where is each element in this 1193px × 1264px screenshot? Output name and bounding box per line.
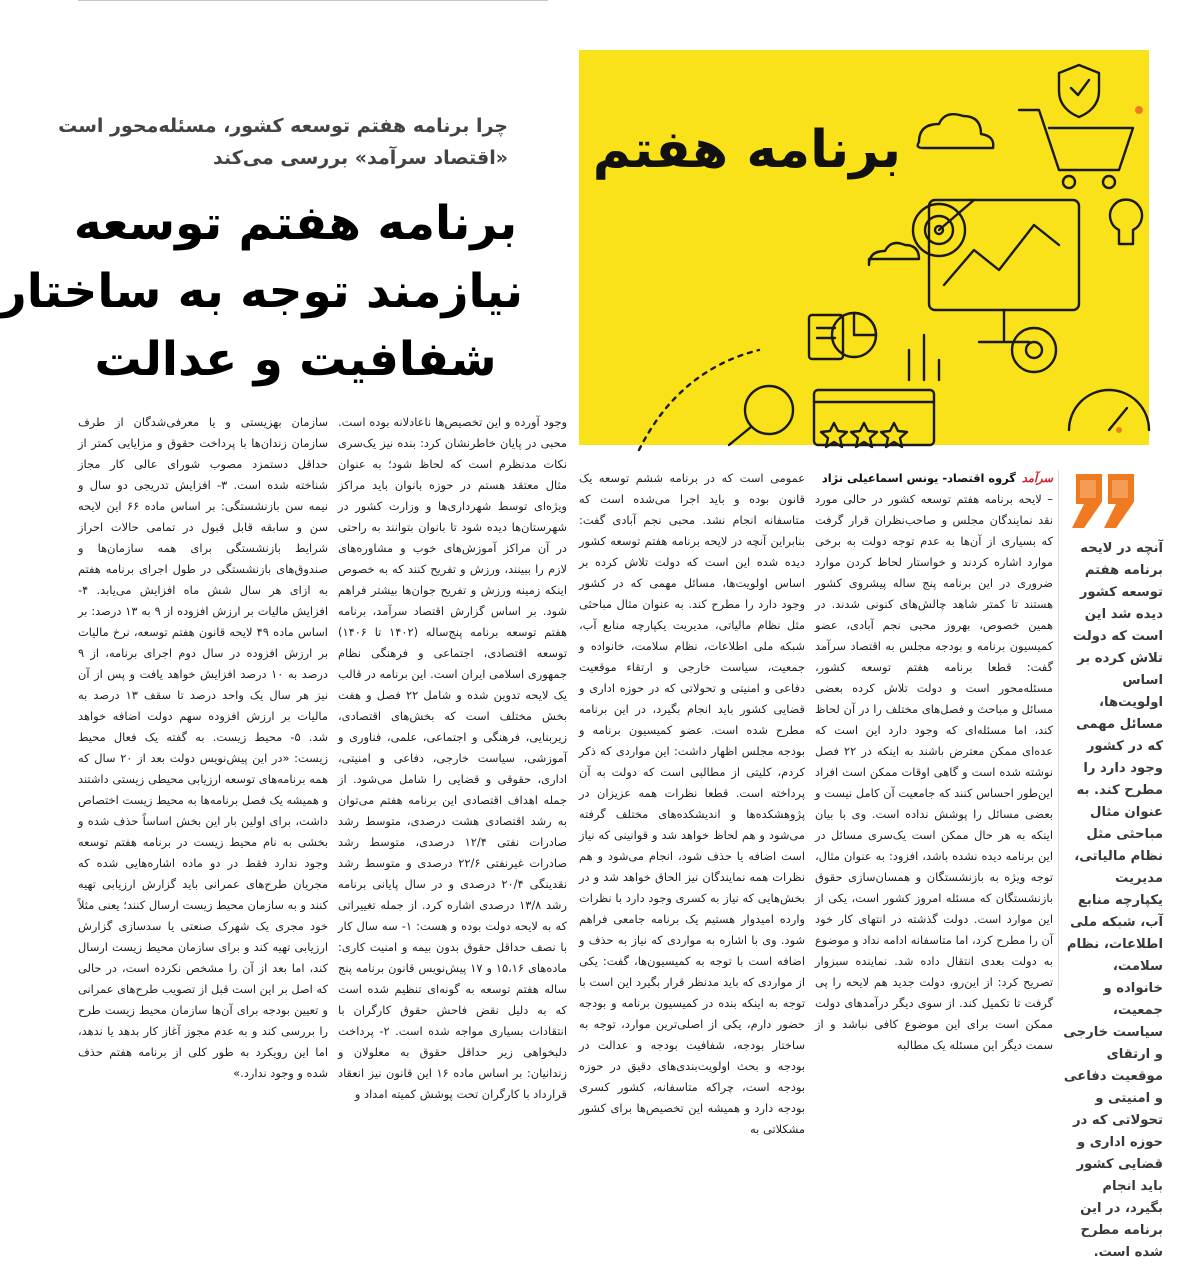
star-icon	[821, 423, 847, 447]
cart-icon	[1019, 110, 1133, 170]
cloud-icon-2	[869, 243, 919, 265]
kicker-line-2: «اقتصاد سرآمد» بررسی می‌کند	[212, 147, 508, 169]
sidebar-pull-quote: آنچه در لایحه برنامه هفتم توسعه کشور دیده شد این است که دولت تلاش کرده بر اساس اولویت‌ها، مسائل مهمی که در کشور وجود دارد را مطرح کند. به عنوان مثال مباحثی مثل نظام مالیاتی، مدیریت یکپارچه منابع آب، شبکه ملی اطلاعات، نظام سلامت، خانواده و جمعیت، سیاست خارجی و ارتقای موقعیت دفاعی و امنیتی و تحولاتی که در حوزه اداری و قضایی کشور باید انجام بگیرد، در این برنامه مطرح شده است.	[1063, 541, 1163, 1260]
column-text: – لایحه برنامه هفتم توسعه کشور در حالی مورد نقد نمایندگان مجلس و صاحب‌نظران قرار گرفت که بسیاری از آن‌ها به عدم توجه دولت به برخی موارد اشاره کردند و خواستار لحاظ کردن موارد ضروری در این برنامه پنج ساله پیشروی کشور هستند تا کمتر شاهد چالش‌های کنونی شدند. در همین خصوص، بهروز محبی نجم آبادی، عضو کمیسیون برنامه و بودجه مجلس به اقتصاد سرآمد گفت: قطعا برنامه هفتم توسعه کشور، مسئله‌محور است و دولت تلاش کرده بعضی مسائل و مباحث و فصل‌های مختلف را در آن لحاظ کند، اما مسئله‌ای که وجود دارد این است که عده‌ای ممکن معترض باشند به اینکه در ۲۲ فصل نوشته شده است و گاهی اوقات ممکن است افراد این‌طور احساس کنند که جامعیت آن کامل نیست و بعضی مسائل را پوشش نداده است. وی با بیان اینکه به هر حال ممکن است یک‌سری مسائل در این برنامه دیده نشده باشد، افزود: به عنوان مثال، توجه ویژه به بازنشستگان و همسان‌سازی حقوق بازنشستگان که مسئله امروز کشور است، یکی از این موارد است. دولت گذشته در انتهای کار خود آن را مطرح کرد، اما متاسفانه ادامه نداد و موضوع به دولت بعدی انتقال داده شد. نماینده سبزوار تصریح کرد: از این‌رو، دولت جدید هم لایحه را پی گرفت تا تکمیل کند. از سوی دیگر درآمدهای دولت ممکن است برای این موضوع کافی نباشد و از سمت دیگر این مسئله یک مطالبه	[815, 492, 1053, 1052]
banner-illustration	[579, 50, 1149, 445]
column-divider	[1058, 470, 1059, 990]
article-column-1	[815, 468, 1053, 1052]
kicker	[58, 110, 508, 174]
headline	[0, 190, 523, 394]
column-text: وجود آورده و این تخصیص‌ها ناعادلانه بوده است. محبی در پایان خاطرنشان کرد: بنده نیز یک‌سری نکات مدنظرم است که لحاظ شود؛ به عنوان مثال معتقد هستم در حوزه بانوان باید مراکز ویژه‌ای توسط شهرداری‌ها و وزارت کشور در شهرستان‌ها دیده شود تا بانوان بتوانند به راحتی در آن مراکز آموزش‌های خوب و مشاوره‌های لازم را ببینند، ورزش و تفریح کنند که به خصوص اینکه زمینه ورزش و تفریح جوان‌ها بیشتر فراهم شود. بر اساس گزارش اقتصاد سرآمد، برنامه هفتم توسعه برنامه پنج‌ساله (۱۴۰۲ تا ۱۴۰۶) توسعه اقتصادی، اجتماعی و فرهنگی نظام جمهوری اسلامی ایران است. این برنامه در قالب یک لایحه تدوین شده و شامل ۲۲ فصل و هفت بخش مختلف است که بخش‌های اقتصادی، زیربنایی، فرهنگی و اجتماعی، علمی، فناوری و آموزشی، سیاست خارجی، دفاعی و امنیتی، اداری، حقوقی و قضایی را شامل می‌شود. از جمله اهداف اقتصادی این برنامه هفتم می‌توان به رشد اقتصادی هشت درصدی، متوسط رشد صادرات نفتی ۱۲/۴ درصدی، متوسط رشد صادرات غیرنفتی ۲۲/۶ درصدی و متوسط رشد نقدینگی ۲۰/۴ درصدی و در سال پایانی برنامه رشد ۱۳/۸ درصدی اشاره کرد. از جمله تغییراتی که به لایحه دولت بوده و هست: ۱- سه سال کار با نصف حداقل حقوق بدون بیمه و امنیت کاری: ماده‌های ۱۵،۱۶ و ۱۷ پیش‌نویس قانون برنامه پنج ساله هفتم توسعه به گونه‌ای تنظیم شده است که به دلیل نقض فاحش حقوق کارگران با انتقادات بسیاری مواجه شده است. ۲- پرداخت دلبخواهی زیر حداقل حقوق به معلولان و زندانیان: بر اساس ماده ۱۶ این قانون نیز انعقاد قرارداد با کارگران تحت پوشش کمیته امداد و	[338, 415, 567, 1101]
gauge-icon	[1069, 390, 1149, 430]
article-column-2	[579, 468, 805, 1136]
browser-window-icon	[814, 390, 934, 445]
byline-text: گروه اقتصاد- یونس اسماعیلی نژاد	[821, 471, 1016, 485]
kicker-line-1: چرا برنامه هفتم توسعه کشور، مسئله‌محور است	[58, 115, 508, 137]
headline-line-3: شفافیت و عدالت	[94, 332, 497, 387]
gear-icon	[1012, 328, 1056, 372]
magnifier-icon	[745, 386, 793, 434]
article-column-4	[78, 412, 329, 1080]
column-text: عمومی است که در برنامه ششم توسعه یک قانون بوده و باید اجرا می‌شده است که متاسفانه انجام نشد. محبی نجم آبادی گفت: بنابراین آنچه در لایحه برنامه هفتم توسعه کشور دیده شده این است که دولت تلاش کرده بر اساس اولویت‌ها، مسائل مهمی که در کشور وجود دارد را مطرح کند. به عنوان مثال مباحثی مثل نظام مالیاتی، مدیریت یکپارچه منابع آب، شبکه ملی اطلاعات، نظام سلامت، خانواده و جمعیت، سیاست خارجی و ارتقاء موقعیت دفاعی و امنیتی و تحولاتی که در حوزه اداری و قضایی کشور باید انجام بگیرد، در این برنامه مطرح شده است. عضو کمیسیون برنامه و بودجه مجلس اظهار داشت: این مواردی که ذکر کردم، کلیتی از مطالبی است که دولت به آن پرداخته است. قطعا نظرات همه عزیزان در پژوهشکده‌ها و اندیشکده‌های مختلف گرفته می‌شود و هم لحاظ خواهد شد و قوانینی که نیاز است اضافه یا حذف شود، انجام می‌شود و هم نظرات همه نمایندگان نیز الحاق خواهد شد و در بخش‌هایی که نیاز به کسری وجود دارد با نظرات وارده امیدوار هستیم یک برنامه جامعی فراهم شود. وی با اشاره به مواردی که نیاز به حذف و اضافه است با توجه به کمیسیون‌ها، گفت: یکی از مواردی که باید مدنظر قرار بگیرد این است با توجه به اینکه بنده در کمیسیون برنامه و بودجه حضور دارم، یکی از اصلی‌ترین موارد، توجه به ساختار بودجه، شفافیت بودجه و عدالت در بودجه و بحث اولویت‌بندی‌های دقیق در حوزه بودجه است، چراکه متاسفانه، کشور کسری بودجه دارد و همیشه این تخصیص‌ها برای کشور مشکلاتی به	[579, 471, 805, 1136]
quote-mark-icon	[1068, 470, 1138, 530]
article-column-3	[338, 412, 567, 1101]
column-text: سازمان بهزیستی و یا معرفی‌شدگان از طرف سازمان زندان‌ها با پرداخت حقوق و مزایایی کمتر از حداقل دستمزد مصوب شورای عالی کار مجاز شناخته شده است. ۳- افزایش تدریجی دو سال و نیمه سن بازنشستگی: بر اساس ماده ۶۶ این لایحه سن و سابقه قابل قبول در تمامی حالات احراز شرایط بازنشستگی برای همه سازمان‌ها و صندوق‌های بازنشستگی در طول اجرای برنامه هفتم به ازای هر سال شش ماه افزایش می‌یابد. ۴- افزایش مالیات بر ارزش افزوده از ۹ به ۱۳ درصد: بر اساس ماده ۴۹ لایحه قانون هفتم توسعه، نرخ مالیات بر ارزش افزوده در سال دوم اجرای برنامه، از ۹ درصد به ۱۰ درصد افزایش خواهد یافت و پس از آن نیز هر سال یک واحد درصد تا سقف ۱۳ درصد به مالیات بر ارزش افزوده سهم دولت اضافه خواهد شد. ۵- محیط زیست. به گفته یک فعال محیط زیست: «در این پیش‌نویس دولت بعد از ۲۰ سال که همه برنامه‌های توسعه ارزیابی محیطی زیستی داشتند و همیشه یک فصل برنامه‌ها به محیط زیست اختصاص داشت، برای اولین بار این بخش اساساً حذف شده و بخشی به نام محیط زیست در برنامه هفتم توسعه وجود ندارد فقط در دو ماده اشاره‌هایی شده که مجریان طرح‌های عمرانی باید گزارش ارزیابی تهیه کنند و به سازمان محیط زیست ارسال کنند؛ یعنی مثلاً خود مجری یک شهرک صنعتی یا سدسازی گزارش ارزیابی تهیه کند و برای سازمان محیط زیست ارسال کند، اما بعد از آن را مشخص نکرده است، در حالی که اصل بر این است قبل از تصویب طرح‌های عمرانی و تعیین بودجه برای آن‌ها سازمان محیط زیست طرح را بررسی کند و به عدم مجوز آغاز کار بدهد یا ندهد، اما این رویکرد به طور کلی از برنامه هفتم حذف شده و وجود ندارد.»	[78, 415, 329, 1080]
signature: سرآمد	[1021, 471, 1053, 485]
headline-line-2: نیازمند توجه به ساختار	[0, 264, 523, 319]
monitor-icon	[929, 200, 1079, 310]
shield-icon	[1059, 65, 1099, 117]
byline	[815, 468, 1053, 489]
headline-line-1: برنامه هفتم توسعه	[73, 196, 518, 251]
top-rule	[78, 0, 548, 1]
lightbulb-icon	[1110, 200, 1142, 244]
cloud-icon	[918, 114, 994, 148]
trend-line-icon	[944, 225, 1059, 285]
banner-title: برنامه هفتم	[592, 120, 901, 180]
